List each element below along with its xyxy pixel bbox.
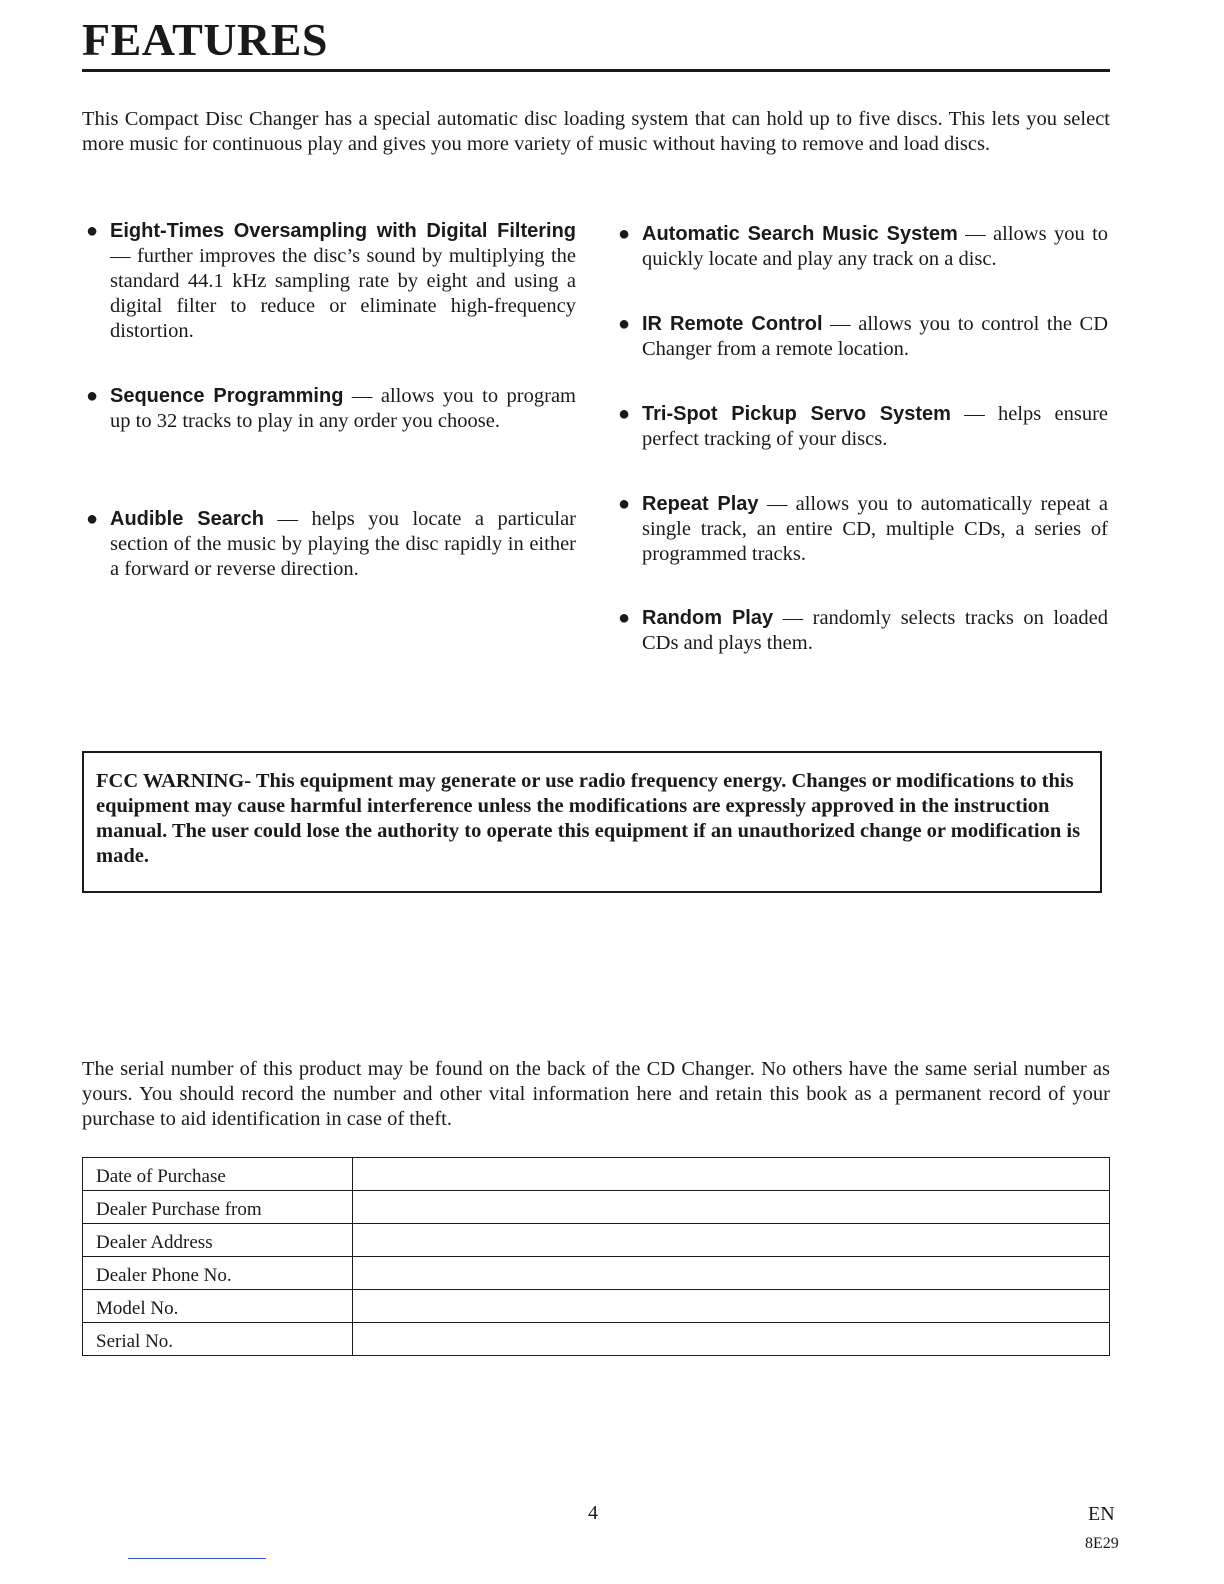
table-row	[83, 1158, 1110, 1191]
row-label: Dealer Phone No.	[83, 1257, 353, 1290]
em-dash: —	[277, 508, 298, 530]
bullet-icon: ●	[618, 607, 631, 629]
feature-item	[618, 402, 1108, 452]
em-dash: —	[830, 313, 851, 335]
feature-description: allows you to control the CD Changer from a remote location.	[642, 313, 1109, 360]
feature-name: Automatic Search Music System	[642, 223, 958, 245]
entry-field[interactable]	[353, 1158, 1110, 1191]
em-dash: —	[766, 493, 788, 515]
feature-item	[618, 312, 1108, 362]
table-row	[83, 1290, 1110, 1323]
table-row	[83, 1224, 1110, 1257]
em-dash: —	[965, 223, 986, 245]
feature-description: allows you to automatically repeat a single track, an entire CD, multiple CDs, a series of programmed tracks.	[642, 493, 1109, 565]
row-label: Serial No.	[83, 1323, 353, 1356]
row-label: Dealer Purchase from	[83, 1191, 353, 1224]
bullet-icon: ●	[618, 493, 631, 515]
feature-item	[618, 492, 1108, 567]
bullet-icon: ●	[86, 385, 99, 407]
row-label: Date of Purchase	[83, 1158, 353, 1191]
document-code: 8E29	[1085, 1535, 1119, 1552]
feature-description: allows you to quickly locate and play any track on a disc.	[642, 223, 1109, 270]
entry-field[interactable]	[353, 1290, 1110, 1323]
row-label: Dealer Address	[83, 1224, 353, 1257]
entry-field[interactable]	[353, 1257, 1110, 1290]
feature-item	[618, 222, 1108, 272]
feature-description: further improves the disc’s sound by multiplying the standard 44.1 kHz sampling rate by eight and using a digital filter to reduce or eliminate high-frequency distortion.	[110, 245, 576, 342]
feature-name: Sequence Programming	[110, 385, 344, 407]
row-label: Model No.	[83, 1290, 353, 1323]
serial-number-paragraph: The serial number of this product may be found on the back of the CD Changer. No others have the same serial number as yours. You should record the number and other vital information here and retain this book as a permanent record of your purchase to aid identification in case of theft.	[82, 1058, 1110, 1130]
feature-name: Eight-Times Oversampling with Digital Filtering	[110, 220, 576, 242]
table-row	[83, 1191, 1110, 1224]
em-dash: —	[782, 607, 804, 629]
feature-item	[86, 507, 576, 582]
table-row	[83, 1323, 1110, 1356]
page-number: 4	[588, 1502, 598, 1524]
feature-name: IR Remote Control	[642, 313, 823, 335]
feature-item	[86, 219, 576, 344]
feature-name: Tri-Spot Pickup Servo System	[642, 403, 951, 425]
feature-name: Random Play	[642, 607, 774, 629]
bullet-icon: ●	[86, 508, 99, 530]
em-dash: —	[110, 245, 131, 267]
footer-divider	[128, 1558, 266, 1559]
entry-field[interactable]	[353, 1191, 1110, 1224]
entry-field[interactable]	[353, 1224, 1110, 1257]
feature-description: helps ensure perfect tracking of your discs.	[642, 403, 1109, 450]
em-dash: —	[351, 385, 373, 407]
feature-description: randomly selects tracks on loaded CDs and plays them.	[642, 607, 1108, 654]
bullet-icon: ●	[86, 220, 99, 242]
feature-description: allows you to program up to 32 tracks to play in any order you choose.	[110, 385, 577, 432]
purchase-record-table	[82, 1157, 1110, 1356]
feature-name: Repeat Play	[642, 493, 759, 515]
table-row	[83, 1257, 1110, 1290]
page-title: FEATURES	[82, 14, 328, 65]
bullet-icon: ●	[618, 403, 631, 425]
feature-description: helps you locate a particular section of the music by playing the disc rapidly in either a forward or reverse direction.	[110, 508, 577, 580]
feature-item	[86, 384, 576, 434]
entry-field[interactable]	[353, 1323, 1110, 1356]
intro-paragraph: This Compact Disc Changer has a special automatic disc loading system that can hold up to five discs. This lets you select more music for continuous play and gives you more variety of music without having to remove and load discs.	[82, 108, 1110, 155]
feature-item	[618, 606, 1108, 656]
language-code: EN	[1088, 1503, 1115, 1525]
feature-name: Audible Search	[110, 508, 264, 530]
bullet-icon: ●	[618, 223, 631, 245]
bullet-icon: ●	[618, 313, 631, 335]
fcc-warning-box: FCC WARNING- This equipment may generate or use radio frequency energy. Changes or modifications to this equipment may cause harmful interference unless the modifications are expressly approved in the instruction manual. The user could lose the authority to operate this equipment if an unauthorized change or modification is made.	[82, 751, 1102, 893]
em-dash: —	[964, 403, 985, 425]
title-underline	[82, 69, 1110, 72]
